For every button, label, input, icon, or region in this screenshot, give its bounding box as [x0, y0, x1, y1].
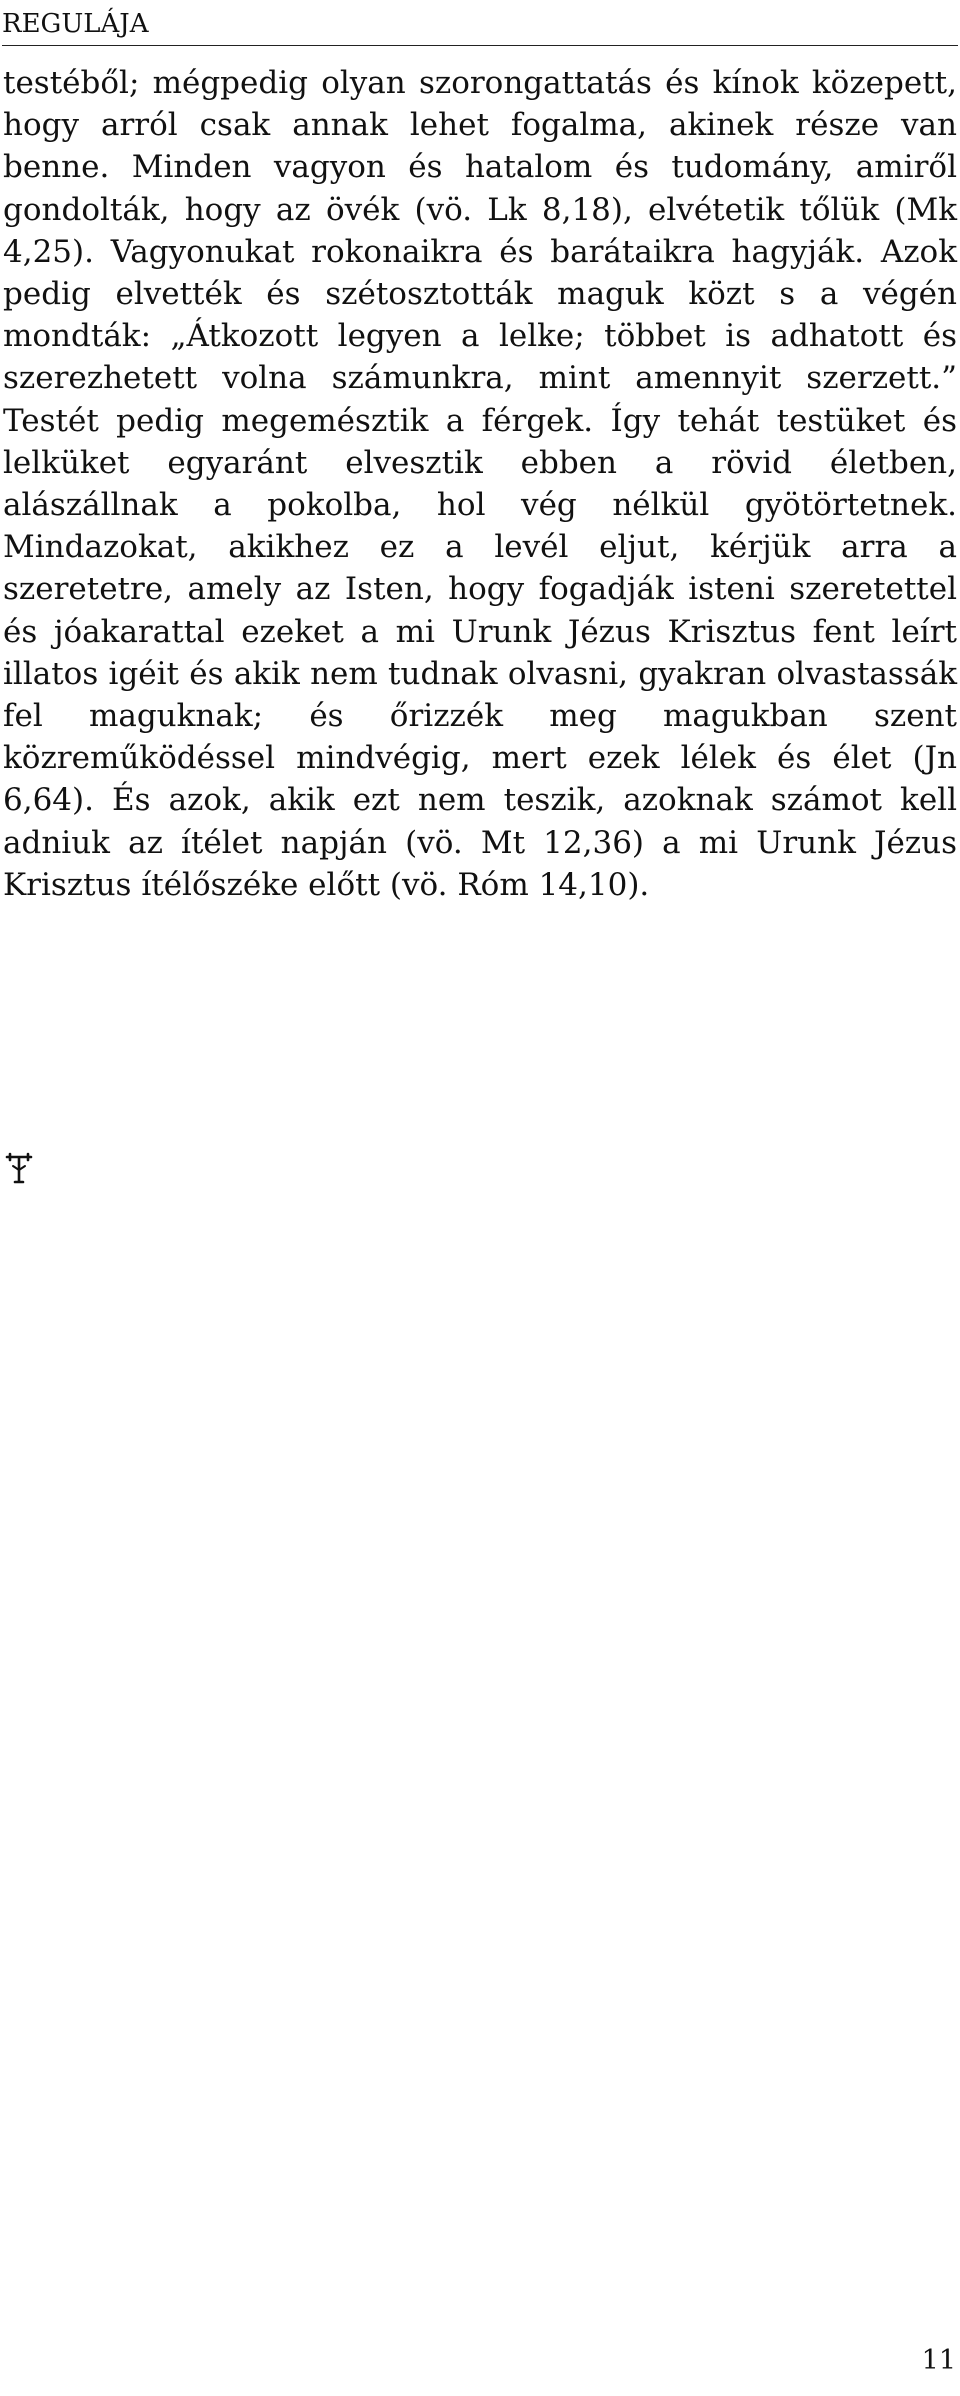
- running-header: [2, 6, 958, 46]
- body-paragraph: testéből; mégpedig olyan szorongattatás és kínok közepett, hogy arról csak annak lehet fogalma, akinek része van benne. Minden vagyon és hatalom és tudomány, amiről gondolták, hogy az övék (vö. Lk 8,18), elvétetik tőlük (Mk 4,25). Vagyonukat rokonaikra és barátaikra hagyják. Azok pedig elvették és szétosztották maguk közt s a végén mondták: „Átkozott legyen a lelke; többet is adhatott és szerezhetett volna számunkra, mint amennyit szerzett.” Testét pedig megemésztik a férgek. Így tehát testüket és lelküket egyaránt elvesztik ebben a rövid életben, alászállnak a pokolba, hol vég nélkül gyötörtetnek. Mindazokat, akikhez ez a levél eljut, kérjük arra a szeretetre, amely az Isten, hogy fogadják isteni szeretettel és jóakarattal ezeket a mi Urunk Jézus Krisztus fent leírt illatos igéit és akik nem tudnak olvasni, gyakran olvastassák fel maguknak; és őrizzék meg magukban szent közreműködéssel mindvégig, mert ezek lélek és élet (Jn 6,64). És azok, akik ezt nem teszik, azoknak számot kell adniuk az ítélet napján (vö. Mt 12,36) a mi Urunk Jézus Krisztus ítélőszéke előtt (vö. Róm 14,10).: [3, 65, 957, 903]
- page-number: 11: [921, 2345, 956, 2376]
- running-title: REGULÁJA: [2, 9, 149, 39]
- tau-cross-icon: [4, 1150, 34, 1186]
